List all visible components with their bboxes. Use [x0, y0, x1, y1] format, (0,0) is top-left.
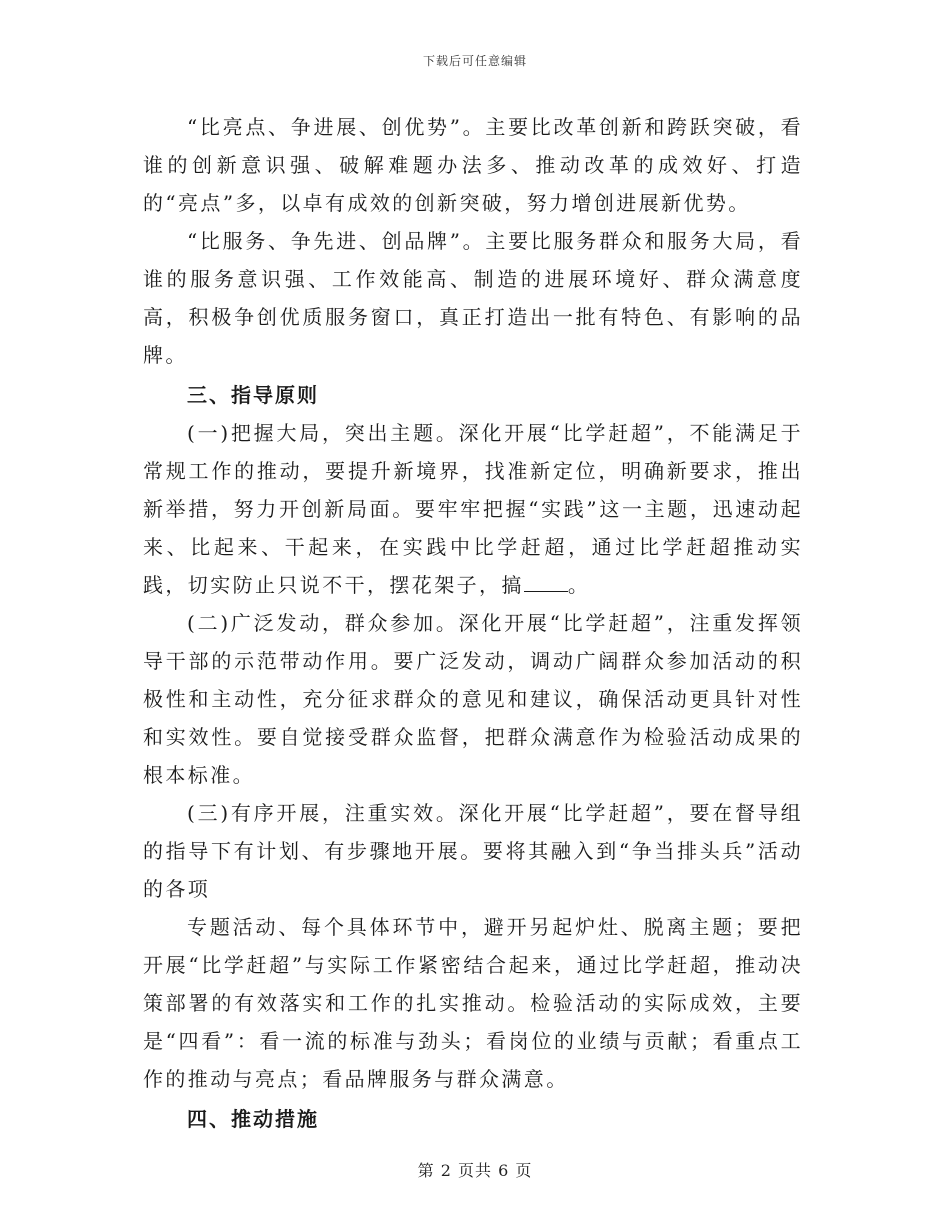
- paragraph-bi-liangdian: “比亮点、争进展、创优势”。主要比改革创新和跨跃突破，看谁的创新意识强、破解难题办法多、推动改革的成效好、打造的“亮点”多，以卓有成效的创新突破，努力增创进展新优势。: [143, 115, 803, 215]
- page-number: 第 2 页共 6 页: [417, 1161, 533, 1180]
- document-body: [143, 108, 803, 1138]
- section-heading-measures: 四、推动措施: [187, 1107, 319, 1131]
- paragraph-principle-2: (二)广泛发动，群众参加。深化开展“比学赶超”，注重发挥领导干部的示范带动作用。要广泛发动，调动广阔群众参加活动的积极性和主动性，充分征求群众的意见和建议，确保活动更具针对性和实效性。要自觉接受群众监督，把群众满意作为检验活动成果的根本标准。: [143, 611, 803, 787]
- paragraph-principle-1-end: 。: [567, 573, 591, 597]
- paragraph-principle-1: [143, 414, 803, 604]
- paragraph-principle-3: (三)有序开展，注重实效。深化开展“比学赶超”，要在督导组的指导下有计划、有步骤地开展。要将其融入到“争当排头兵”活动的各项: [143, 801, 803, 901]
- paragraph-principle-1-text: (一)把握大局，突出主题。深化开展“比学赶超”，不能满足于常规工作的推动，要提升新境界，找准新定位，明确新要求，推出新举措，努力开创新局面。要牢牢把握“实践”这一主题，迅速动起来、比起来、干起来，在实践中比学赶超，通过比学赶超推动实践，切实防止只说不干，摆花架子，搞: [143, 421, 803, 597]
- paragraph-principle-3-continued: 专题活动、每个具体环节中，避开另起炉灶、脱离主题；要把开展“比学赶超”与实际工作紧密结合起来，通过比学赶超，推动决策部署的有效落实和工作的扎实推动。检验活动的实际成效，主要是“四看”：看一流的标准与劲头；看岗位的业绩与贡献；看重点工作的推动与亮点；看品牌服务与群众满意。: [143, 915, 803, 1091]
- paragraph-bi-fuwu: “比服务、争先进、创品牌”。主要比服务群众和服务大局，看谁的服务意识强、工作效能高、制造的进展环境好、群众满意度高，积极争创优质服务窗口，真正打造出一批有特色、有影响的品牌。: [143, 229, 803, 367]
- section-heading-guiding-principles: 三、指导原则: [187, 383, 319, 407]
- page-header-note: 下载后可任意编辑: [422, 54, 527, 68]
- fill-in-blank: [524, 569, 568, 592]
